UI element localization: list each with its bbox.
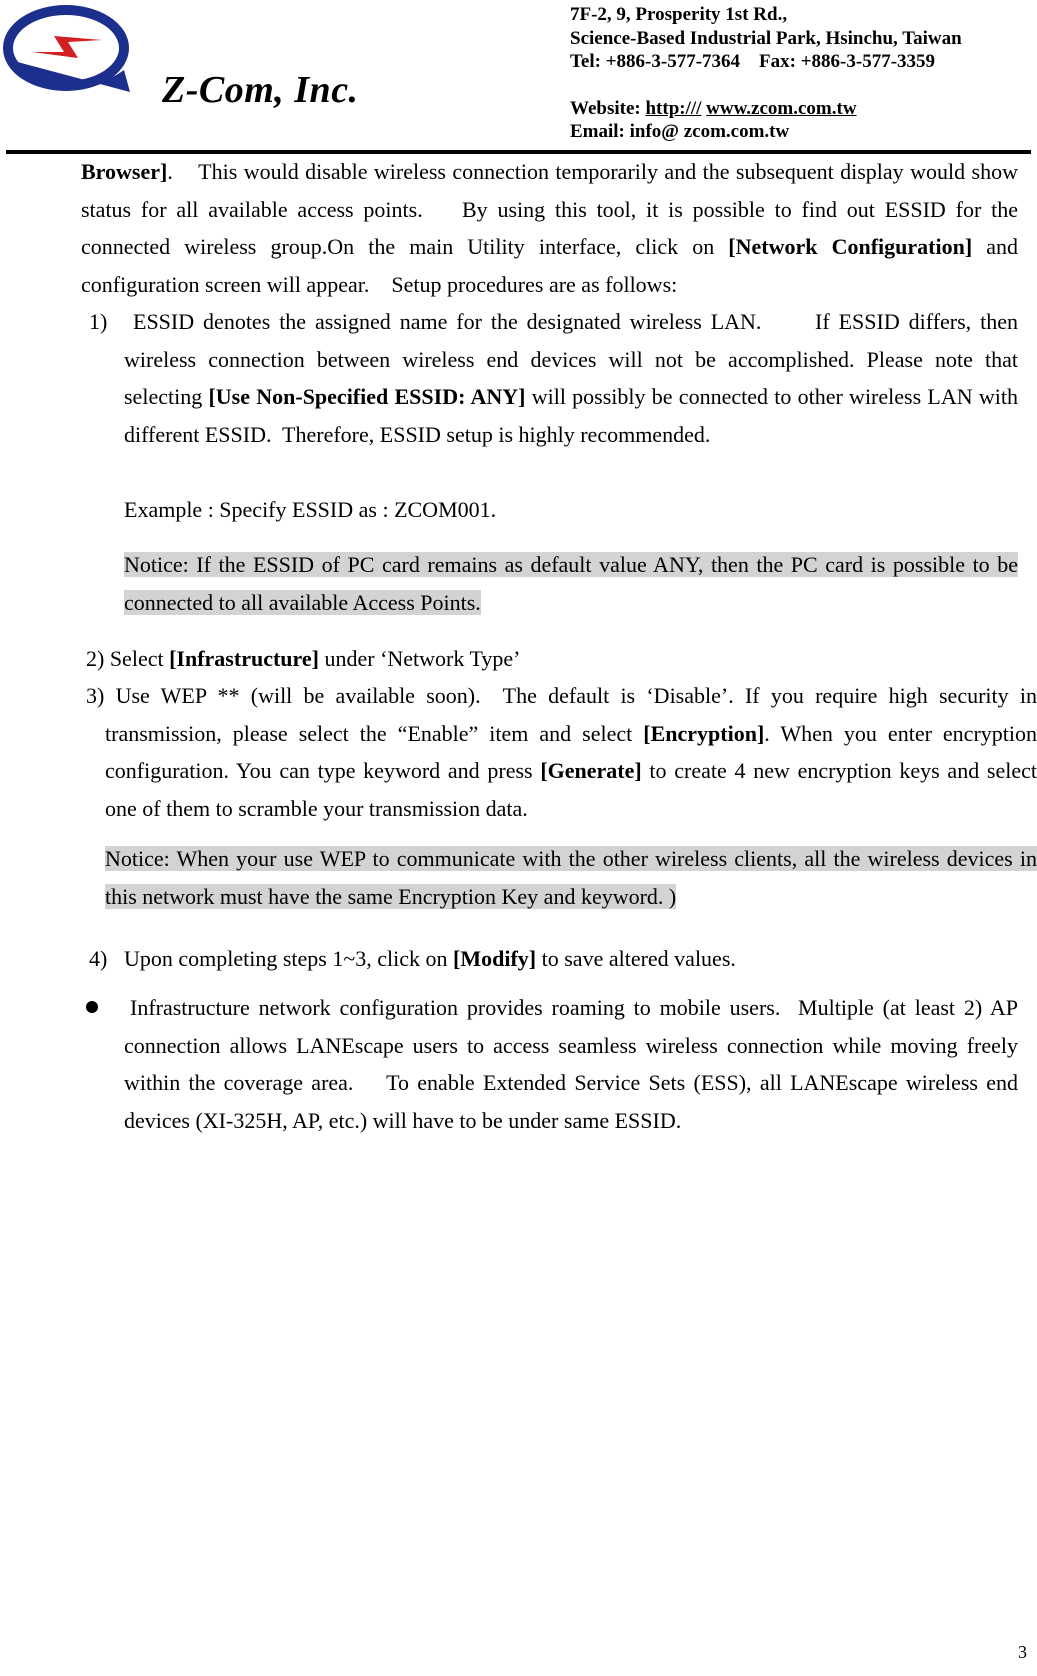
website-line: [570, 97, 962, 121]
step1-text1: ESSID denotes the assigned name for the designated wireless LAN. If ESSID differs, then wireless connection between wireless end devices will not be accomplished. Please note that selecting: [124, 309, 1018, 409]
tel: Tel: +886-3-577-7364: [570, 51, 741, 72]
step2-bold-infrastructure: [Infrastructure]: [169, 646, 319, 671]
fax: Fax: +886-3-577-3359: [759, 51, 936, 72]
bullet-paragraph: Infrastructure network configuration provides roaming to mobile users. Multiple (at least 2) AP connection allows LANEscape users to access seamless wireless connection while moving freely within the coverage area. To enable Extended Service Sets (ESS), all LANEscape wireless end devices (XI-325H, AP, etc.) will have to be under same ESSID.: [124, 995, 1018, 1133]
address-line2: Science-Based Industrial Park, Hsinchu, Taiwan: [570, 27, 962, 49]
intro-bold-network-config: [Network Configuration]: [728, 234, 973, 259]
step4-text1: Upon completing steps 1~3, click on: [124, 946, 454, 971]
zcom-logo-icon: [2, 0, 137, 100]
step3-bold-generate: [Generate]: [540, 758, 642, 783]
page-number: 3: [1018, 1642, 1027, 1662]
step2-line: [86, 640, 520, 678]
intro-bold-browser: Browser]: [81, 159, 168, 184]
step4-number: 4): [89, 946, 108, 971]
step4-bold-modify: [Modify]: [453, 946, 537, 971]
step3-bold-encryption: [Encryption]: [643, 720, 765, 746]
step1-text2: will possibly be connected to other wireless LAN with different ESSID. Therefore, ESSID setup is highly recommended.: [124, 384, 1018, 447]
step3-text1: 3) Use WEP ** (will be available soon). The default is ‘Disable’. If you require high security in transmission, please select the “Enable” item and select: [86, 683, 1037, 746]
step3-text3: to create 4 new encryption keys and select one of them to scramble your transmission data.: [105, 758, 1037, 821]
step1-example: Example : Specify ESSID as : ZCOM001.: [124, 497, 497, 522]
step2-prefix: 2) Select: [86, 646, 170, 671]
step3-notice: [105, 840, 1037, 915]
step1-number: 1): [89, 309, 108, 334]
step3-text2: . When you enter encryption configuration. You can type keyword and press: [105, 720, 1037, 783]
website-proto-link[interactable]: http:///: [645, 97, 702, 119]
step3-notice-text: Notice: When your use WEP to communicate with the other wireless clients, all the wireless devices in this network must have the same Encryption Key and keyword. ): [105, 846, 1037, 909]
step1-paragraph: [124, 303, 1018, 453]
step1-notice-text: Notice: If the ESSID of PC card remains as default value ANY, then the PC card is possible to be connected to all available Access Points.: [124, 552, 1018, 615]
step1-bold-any: [Use Non-Specified ESSID: ANY]: [208, 384, 526, 409]
bullet-dot-icon: [86, 1001, 98, 1013]
email-line: Email: info@ zcom.com.tw: [570, 121, 790, 142]
website-label: Website:: [570, 97, 646, 119]
address-line1: 7F-2, 9, Prosperity 1st Rd.,: [570, 4, 788, 25]
intro-paragraph: [81, 153, 1018, 303]
company-name: Z-Com, Inc.: [162, 69, 359, 111]
intro-text2: and configuration screen will appear. Setup procedures are as follows:: [81, 234, 1018, 297]
step3-paragraph: [86, 677, 1037, 827]
step4-text2: to save altered values.: [536, 946, 736, 971]
company-address: [570, 3, 962, 144]
step1-notice: [124, 546, 1018, 621]
phone-line: [570, 50, 962, 74]
step4-line: [124, 940, 736, 978]
step2-suffix: under ‘Network Type’: [318, 646, 521, 671]
website-link[interactable]: www.zcom.com.tw: [706, 97, 857, 119]
intro-text1: . This would disable wireless connection temporarily and the subsequent display would show status for all available access points. By using this tool, it is possible to find out ESSID for the connected wireless group.On the main Utility interface, click on: [81, 159, 1018, 259]
